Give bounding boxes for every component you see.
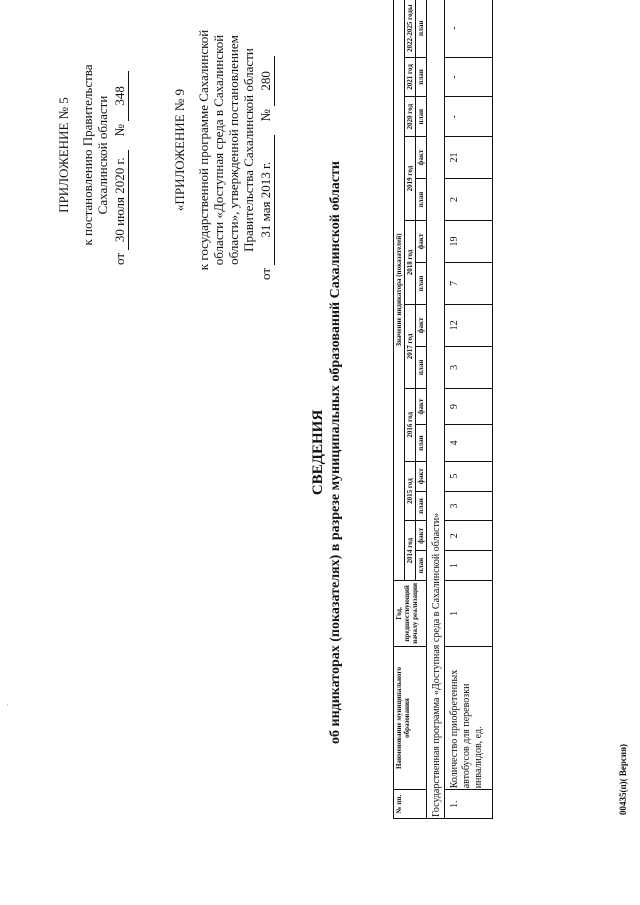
appendix9-line4: Правительства Сахалинской области [241, 48, 256, 252]
year-2016: 2016 год [405, 388, 416, 461]
year-2019: 2019 год [405, 137, 416, 221]
plan-label: план [416, 491, 427, 521]
row-number: 1. [445, 790, 493, 819]
from-label: от [112, 252, 127, 265]
value-2015-plan: 3 [445, 491, 493, 521]
value-2019-plan: 2 [445, 179, 493, 221]
year-2018: 2018 год [405, 221, 416, 305]
value-2018-plan: 7 [445, 262, 493, 304]
appendix9-line3: области», утвержденной постановлением [226, 35, 241, 265]
fact-label: факт [416, 137, 427, 179]
header-base-year: Год, предшествующий началу реализации [394, 581, 427, 647]
indicators-table [393, 0, 493, 819]
plan-label: план [416, 97, 427, 137]
table-row [445, 0, 493, 819]
header-name: Наименование муниципального образования [394, 646, 427, 790]
fact-label: факт [416, 521, 427, 551]
plan-label: план [416, 346, 427, 388]
value-2017-fact: 12 [445, 304, 493, 346]
value-2014-fact: 2 [445, 521, 493, 551]
appendix9-number: 280 [258, 56, 275, 106]
year-2021: 2021 год [405, 57, 416, 97]
plan-label: план [416, 57, 427, 97]
fact-label: факт [416, 221, 427, 263]
plan-label: план [416, 0, 427, 57]
appendix-date: 30 июля 2020 г. [112, 150, 129, 250]
document-stamp: 00435(п)( Версия) [618, 744, 628, 815]
row-indicator-name: Количество приобретенных автобусов для перевозки инвалидов, ед. [445, 646, 493, 790]
appendix-line1: к постановлению Правительства [80, 64, 95, 246]
number-label: № [258, 109, 273, 122]
appendix9-line1: к государственной программе Сахалинской [196, 29, 211, 271]
value-2014-plan: 1 [445, 551, 493, 581]
year-2017: 2017 год [405, 304, 416, 388]
value-2019-fact: 21 [445, 137, 493, 179]
year-2022-2025: 2022-2025 годы [405, 0, 416, 57]
plan-label: план [416, 179, 427, 221]
appendix-date-row [112, 71, 129, 265]
year-2020: 2020 год [405, 97, 416, 137]
appendix-title: ПРИЛОЖЕНИЕ № 5 [56, 97, 71, 213]
appendix9-line2: области «Доступная среда в Сахалинской [211, 34, 226, 266]
value-2015-fact: 5 [445, 461, 493, 491]
program-row [427, 0, 445, 819]
header-row-1 [394, 0, 405, 819]
year-2014: 2014 год [405, 521, 416, 581]
value-2016-fact: 9 [445, 388, 493, 424]
page-title: СВЕДЕНИЯ [310, 409, 326, 496]
appendix9-title: «ПРИЛОЖЕНИЕ № 9 [172, 88, 187, 212]
header-no: № пп. [394, 790, 427, 819]
fact-label: факт [416, 304, 427, 346]
value-2021-plan: - [445, 57, 493, 97]
year-2015: 2015 год [405, 461, 416, 521]
plan-label: план [416, 425, 427, 461]
fact-label: факт [416, 388, 427, 424]
number-label: № [112, 124, 127, 137]
plan-label: план [416, 551, 427, 581]
fact-label: факт [416, 461, 427, 491]
page-subtitle: об индикаторах (показателях) в разрезе муниципальных образований Сахалинской области [328, 161, 343, 744]
value-2017-plan: 3 [445, 346, 493, 388]
header-values: Значение индикатора (показателей) [394, 0, 405, 581]
appendix9-date: 31 мая 2013 г. [258, 135, 275, 265]
value-2022-2025-plan: - [445, 0, 493, 57]
program-name: Государственная программа «Доступная среда в Сахалинской области» [427, 0, 445, 819]
row-base-value: 1 [445, 581, 493, 647]
appendix-number: 348 [112, 71, 129, 121]
appendix9-date-row [258, 56, 275, 280]
appendix-line2: Сахалинской области [95, 95, 110, 215]
value-2018-fact: 19 [445, 221, 493, 263]
value-2020-plan: - [445, 97, 493, 137]
value-2016-plan: 4 [445, 425, 493, 461]
from-label: от [258, 267, 273, 280]
plan-label: план [416, 262, 427, 304]
scan-mark: · [6, 700, 9, 710]
